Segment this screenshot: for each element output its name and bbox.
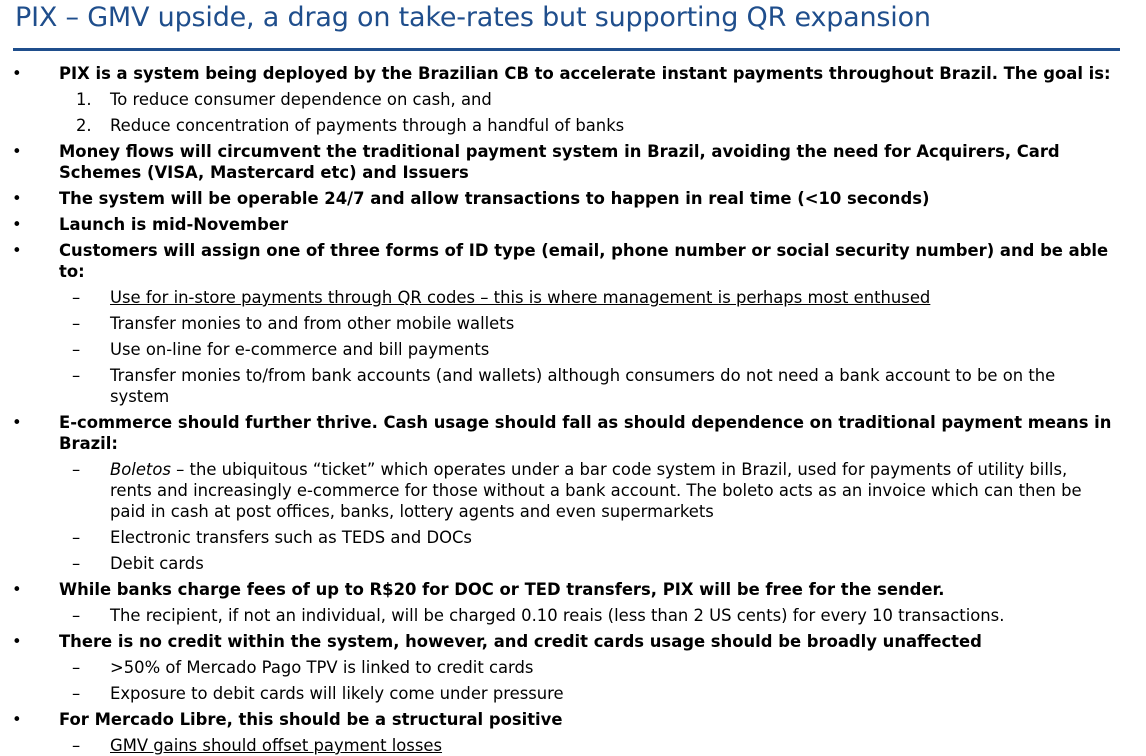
- bullet-marker: •: [12, 413, 22, 432]
- bullet-marker: •: [12, 215, 22, 234]
- bullet-item: [0, 240, 1146, 282]
- sub-item-text: GMV gains should offset payment losses: [110, 736, 443, 755]
- dash-sub-item: [0, 735, 1146, 756]
- numbered-sub-item: [0, 89, 1146, 110]
- bullet-text: For Mercado Libre, this should be a structural positive: [59, 710, 563, 729]
- sub-item-text: Reduce concentration of payments through a handful of banks: [110, 116, 625, 135]
- sub-item-text: Use on-line for e-commerce and bill payments: [110, 340, 490, 359]
- bullet-text: PIX is a system being deployed by the Brazilian CB to accelerate instant payments throughout Brazil. The goal is:: [59, 64, 1111, 83]
- bullet-marker: •: [12, 189, 22, 208]
- bullet-item: [0, 141, 1146, 183]
- bullet-text: Customers will assign one of three forms of ID type (email, phone number or social security number) and be able to:: [59, 241, 1109, 281]
- dash-sub-item: [0, 553, 1146, 574]
- bullet-item: [0, 631, 1146, 652]
- numbered-sub-item: [0, 115, 1146, 136]
- bullet-text: The system will be operable 24/7 and allow transactions to happen in real time (<10 seconds): [59, 189, 930, 208]
- bullet-marker: •: [12, 64, 22, 83]
- dash-sub-item: [0, 339, 1146, 360]
- slide-title: PIX – GMV upside, a drag on take-rates but supporting QR expansion: [15, 2, 931, 33]
- dash-marker: –: [72, 528, 81, 547]
- sub-item-text: To reduce consumer dependence on cash, and: [110, 90, 492, 109]
- sub-item-text: Transfer monies to and from other mobile wallets: [110, 314, 515, 333]
- dash-sub-item: [0, 527, 1146, 548]
- dash-marker: –: [72, 340, 81, 359]
- italic-term: Boletos: [110, 460, 171, 479]
- bullet-item: [0, 412, 1146, 454]
- bullet-text: While banks charge fees of up to R$20 for DOC or TED transfers, PIX will be free for the sender.: [59, 580, 945, 599]
- sub-item-text: >50% of Mercado Pago TPV is linked to credit cards: [110, 658, 534, 677]
- bullet-item: [0, 579, 1146, 600]
- dash-marker: –: [72, 366, 81, 385]
- bullet-item: [0, 214, 1146, 235]
- sub-item-text: Electronic transfers such as TEDS and DOCs: [110, 528, 472, 547]
- dash-sub-item: [0, 459, 1146, 522]
- number-marker: 1.: [76, 90, 92, 109]
- bullet-marker: •: [12, 632, 22, 651]
- dash-marker: –: [72, 658, 81, 677]
- dash-sub-item: [0, 313, 1146, 334]
- bullet-text: There is no credit within the system, however, and credit cards usage should be broadly unaffected: [59, 632, 982, 651]
- dash-sub-item: [0, 605, 1146, 626]
- bullet-marker: •: [12, 580, 22, 599]
- sub-item-text: Boletos – the ubiquitous “ticket” which operates under a bar code system in Brazil, used for payments of utility bills, rents and increasingly e-commerce for those without a bank account. The boleto acts as an invoice which can then be paid in cash at post offices, banks, lottery agents and even supermarkets: [110, 460, 1082, 521]
- dash-sub-item: [0, 287, 1146, 308]
- dash-sub-item: [0, 683, 1146, 704]
- number-marker: 2.: [76, 116, 92, 135]
- bullet-text: Launch is mid-November: [59, 215, 289, 234]
- sub-item-text: Transfer monies to/from bank accounts (and wallets) although consumers do not need a bank account to be on the system: [110, 366, 1056, 406]
- dash-marker: –: [72, 554, 81, 573]
- dash-sub-item: [0, 657, 1146, 678]
- bullet-marker: •: [12, 241, 22, 260]
- dash-marker: –: [72, 314, 81, 333]
- bullet-marker: •: [12, 142, 22, 161]
- dash-marker: –: [72, 684, 81, 703]
- title-rule: [13, 48, 1120, 51]
- dash-marker: –: [72, 460, 81, 479]
- dash-marker: –: [72, 736, 81, 755]
- dash-marker: –: [72, 288, 81, 307]
- bullet-text: Money flows will circumvent the traditional payment system in Brazil, avoiding the need for Acquirers, Card Schemes (VISA, Mastercard etc) and Issuers: [59, 142, 1060, 182]
- bullet-text: E-commerce should further thrive. Cash usage should fall as should dependence on traditional payment means in Brazil:: [59, 413, 1112, 453]
- sub-item-text: Debit cards: [110, 554, 204, 573]
- dash-sub-item: [0, 365, 1146, 407]
- sub-item-text: Use for in-store payments through QR codes – this is where management is perhaps most enthused: [110, 288, 931, 307]
- bullet-item: [0, 188, 1146, 209]
- sub-item-text: Exposure to debit cards will likely come under pressure: [110, 684, 564, 703]
- bullet-marker: •: [12, 710, 22, 729]
- dash-marker: –: [72, 606, 81, 625]
- slide-body: [0, 63, 1146, 756]
- sub-item-text: The recipient, if not an individual, will be charged 0.10 reais (less than 2 US cents) for every 10 transactions.: [110, 606, 1005, 625]
- bullet-item: [0, 63, 1146, 84]
